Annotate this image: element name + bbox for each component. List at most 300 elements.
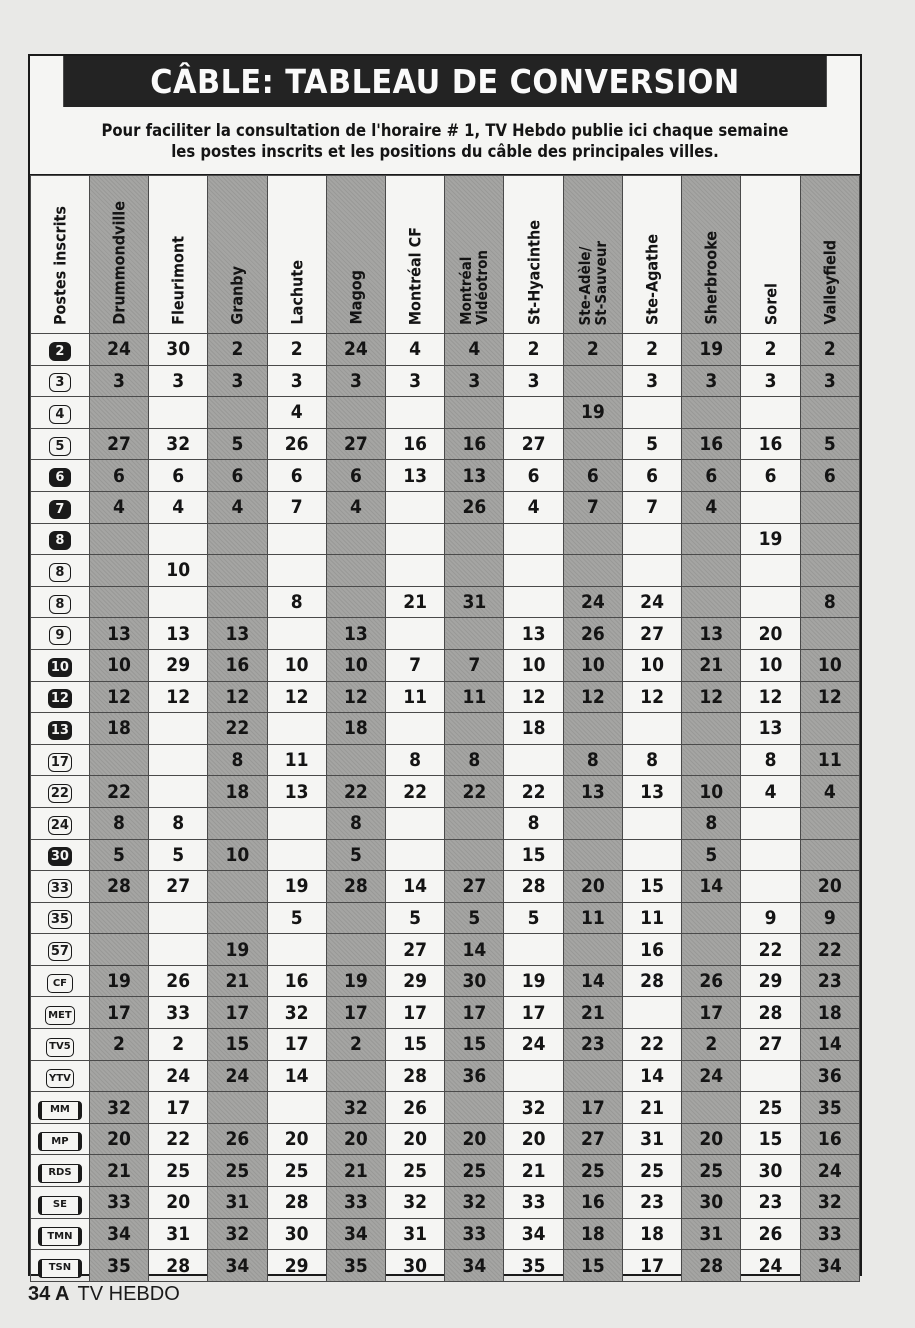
header-city-11 <box>741 176 800 334</box>
header-city-9 <box>622 176 681 334</box>
channel-cell: 34 <box>445 1250 504 1282</box>
channel-cell <box>741 1060 800 1092</box>
channel-cell <box>326 586 385 618</box>
channel-cell: 31 <box>682 1218 741 1250</box>
channel-cell: 12 <box>208 681 267 713</box>
station-cell <box>31 1092 90 1124</box>
channel-cell: 25 <box>149 1155 208 1187</box>
channel-cell: 28 <box>149 1250 208 1282</box>
channel-cell: 2 <box>267 334 326 366</box>
channel-cell: 4 <box>89 491 148 523</box>
channel-cell <box>208 397 267 429</box>
channel-cell: 8 <box>563 744 622 776</box>
table-row <box>31 1187 860 1219</box>
station-cell <box>31 807 90 839</box>
channel-cell: 17 <box>149 1092 208 1124</box>
station-cell <box>31 618 90 650</box>
channel-cell: 24 <box>326 334 385 366</box>
channel-cell: 25 <box>267 1155 326 1187</box>
station-cell <box>31 776 90 808</box>
channel-cell: 6 <box>682 460 741 492</box>
channel-cell: 21 <box>208 965 267 997</box>
header-city-0 <box>89 176 148 334</box>
channel-cell: 5 <box>386 902 445 934</box>
channel-cell <box>208 902 267 934</box>
station-cell <box>31 428 90 460</box>
channel-cell: 25 <box>208 1155 267 1187</box>
channel-cell <box>267 934 326 966</box>
table-row <box>31 1155 860 1187</box>
channel-cell: 14 <box>267 1060 326 1092</box>
channel-cell: 13 <box>326 618 385 650</box>
channel-cell: 17 <box>445 997 504 1029</box>
channel-cell: 34 <box>208 1250 267 1282</box>
channel-cell <box>89 586 148 618</box>
channel-cell: 4 <box>504 491 563 523</box>
channel-cell: 16 <box>682 428 741 460</box>
channel-cell: 11 <box>445 681 504 713</box>
channel-cell <box>149 744 208 776</box>
city-label: Ste-Adèle/ St-Sauveur <box>575 240 610 325</box>
channel-cell: 3 <box>800 365 859 397</box>
station-badge: 35 <box>48 910 72 929</box>
channel-cell <box>149 902 208 934</box>
table-row <box>31 334 860 366</box>
channel-cell: 12 <box>800 681 859 713</box>
channel-cell <box>386 713 445 745</box>
channel-cell: 13 <box>741 713 800 745</box>
channel-cell: 2 <box>741 334 800 366</box>
header-row <box>31 176 860 334</box>
table-subtitle <box>30 107 860 175</box>
station-cell <box>31 1218 90 1250</box>
station-badge: 8 <box>49 563 71 582</box>
channel-cell <box>800 807 859 839</box>
channel-cell: 19 <box>563 397 622 429</box>
channel-cell: 22 <box>208 713 267 745</box>
channel-cell <box>682 1092 741 1124</box>
channel-cell <box>386 491 445 523</box>
channel-cell <box>504 934 563 966</box>
channel-cell: 2 <box>504 334 563 366</box>
channel-cell <box>563 934 622 966</box>
channel-cell: 26 <box>741 1218 800 1250</box>
channel-cell: 5 <box>622 428 681 460</box>
city-label: Magog <box>346 270 366 325</box>
table-row <box>31 902 860 934</box>
channel-cell: 5 <box>326 839 385 871</box>
channel-cell: 20 <box>800 871 859 903</box>
channel-cell: 3 <box>741 365 800 397</box>
channel-cell <box>149 586 208 618</box>
channel-cell: 2 <box>89 1029 148 1061</box>
channel-cell <box>386 807 445 839</box>
channel-cell: 20 <box>563 871 622 903</box>
channel-cell <box>563 523 622 555</box>
channel-cell <box>800 397 859 429</box>
channel-cell: 16 <box>563 1187 622 1219</box>
channel-cell <box>445 839 504 871</box>
channel-cell: 20 <box>326 1123 385 1155</box>
channel-cell: 19 <box>504 965 563 997</box>
channel-cell: 19 <box>326 965 385 997</box>
channel-cell: 16 <box>800 1123 859 1155</box>
channel-cell <box>445 523 504 555</box>
channel-cell: 7 <box>267 491 326 523</box>
channel-cell: 13 <box>149 618 208 650</box>
channel-cell: 28 <box>89 871 148 903</box>
channel-cell: 32 <box>149 428 208 460</box>
channel-cell: 16 <box>267 965 326 997</box>
channel-cell <box>563 1060 622 1092</box>
channel-cell <box>682 523 741 555</box>
channel-cell: 26 <box>267 428 326 460</box>
channel-cell: 12 <box>622 681 681 713</box>
city-label: Fleurimont <box>168 236 188 325</box>
table-row <box>31 428 860 460</box>
channel-cell: 6 <box>149 460 208 492</box>
channel-cell <box>89 1060 148 1092</box>
table-row <box>31 1060 860 1092</box>
channel-cell: 16 <box>622 934 681 966</box>
station-cell <box>31 586 90 618</box>
station-cell <box>31 1155 90 1187</box>
table-row <box>31 839 860 871</box>
channel-cell: 30 <box>682 1187 741 1219</box>
channel-cell: 30 <box>445 965 504 997</box>
header-city-2 <box>208 176 267 334</box>
channel-cell: 23 <box>622 1187 681 1219</box>
channel-cell: 20 <box>149 1187 208 1219</box>
station-cell <box>31 713 90 745</box>
channel-cell <box>326 744 385 776</box>
channel-cell <box>682 902 741 934</box>
channel-cell: 5 <box>208 428 267 460</box>
channel-cell: 22 <box>622 1029 681 1061</box>
table-row <box>31 871 860 903</box>
station-cell <box>31 1187 90 1219</box>
channel-cell <box>741 586 800 618</box>
channel-cell: 22 <box>504 776 563 808</box>
channel-cell: 4 <box>682 491 741 523</box>
channel-cell: 8 <box>386 744 445 776</box>
channel-cell <box>386 523 445 555</box>
channel-cell: 4 <box>800 776 859 808</box>
channel-cell: 10 <box>267 649 326 681</box>
channel-cell <box>267 555 326 587</box>
channel-cell: 17 <box>208 997 267 1029</box>
channel-cell: 24 <box>208 1060 267 1092</box>
channel-cell: 13 <box>682 618 741 650</box>
page-number: 34 A <box>28 1282 70 1305</box>
channel-cell: 35 <box>326 1250 385 1282</box>
channel-cell: 25 <box>563 1155 622 1187</box>
channel-cell: 27 <box>386 934 445 966</box>
channel-cell <box>386 839 445 871</box>
city-label: Montréal Vidéotron <box>457 250 492 325</box>
channel-cell: 3 <box>504 365 563 397</box>
channel-cell: 4 <box>326 491 385 523</box>
channel-cell: 28 <box>741 997 800 1029</box>
channel-cell: 17 <box>386 997 445 1029</box>
table-row <box>31 965 860 997</box>
channel-cell <box>563 839 622 871</box>
city-label: Granby <box>227 266 247 325</box>
channel-cell: 28 <box>682 1250 741 1282</box>
channel-cell: 8 <box>682 807 741 839</box>
channel-cell <box>682 744 741 776</box>
channel-cell: 14 <box>445 934 504 966</box>
station-cell <box>31 1029 90 1061</box>
channel-cell <box>326 934 385 966</box>
channel-cell: 26 <box>682 965 741 997</box>
channel-cell: 33 <box>800 1218 859 1250</box>
station-cell <box>31 1060 90 1092</box>
city-label: Lachute <box>287 260 307 325</box>
channel-cell: 27 <box>504 428 563 460</box>
channel-cell: 12 <box>267 681 326 713</box>
channel-cell: 9 <box>800 902 859 934</box>
channel-cell: 21 <box>563 997 622 1029</box>
channel-cell: 13 <box>89 618 148 650</box>
channel-cell: 22 <box>326 776 385 808</box>
channel-cell: 26 <box>149 965 208 997</box>
channel-cell: 21 <box>682 649 741 681</box>
channel-cell: 2 <box>800 334 859 366</box>
channel-cell: 9 <box>741 902 800 934</box>
channel-cell: 3 <box>445 365 504 397</box>
channel-cell <box>622 839 681 871</box>
channel-cell: 30 <box>149 334 208 366</box>
channel-cell <box>682 713 741 745</box>
channel-cell: 7 <box>622 491 681 523</box>
channel-cell: 3 <box>267 365 326 397</box>
channel-cell <box>563 555 622 587</box>
channel-cell: 5 <box>89 839 148 871</box>
table-row <box>31 807 860 839</box>
channel-cell <box>267 1092 326 1124</box>
channel-cell: 22 <box>149 1123 208 1155</box>
channel-cell: 21 <box>386 586 445 618</box>
channel-cell: 21 <box>326 1155 385 1187</box>
channel-cell: 10 <box>622 649 681 681</box>
channel-cell: 28 <box>267 1187 326 1219</box>
channel-cell: 12 <box>563 681 622 713</box>
channel-cell: 20 <box>682 1123 741 1155</box>
station-cell <box>31 555 90 587</box>
channel-cell <box>149 776 208 808</box>
header-city-3 <box>267 176 326 334</box>
channel-cell: 12 <box>89 681 148 713</box>
publication-name: TV HEBDO <box>77 1282 180 1305</box>
channel-cell: 26 <box>445 491 504 523</box>
channel-cell: 10 <box>504 649 563 681</box>
channel-cell: 19 <box>208 934 267 966</box>
header-city-6 <box>445 176 504 334</box>
channel-cell <box>386 555 445 587</box>
table-row <box>31 586 860 618</box>
channel-cell: 13 <box>445 460 504 492</box>
channel-cell: 6 <box>622 460 681 492</box>
channel-cell: 13 <box>504 618 563 650</box>
channel-cell: 2 <box>149 1029 208 1061</box>
table-row <box>31 555 860 587</box>
table-row <box>31 1092 860 1124</box>
channel-cell <box>326 902 385 934</box>
channel-cell: 16 <box>741 428 800 460</box>
channel-cell: 15 <box>208 1029 267 1061</box>
channel-cell: 3 <box>682 365 741 397</box>
city-label: Drummondville <box>109 201 129 325</box>
channel-cell: 20 <box>89 1123 148 1155</box>
channel-cell: 16 <box>208 649 267 681</box>
channel-cell: 23 <box>800 965 859 997</box>
station-badge: 22 <box>48 784 72 803</box>
station-badge: 10 <box>48 658 72 677</box>
channel-cell <box>741 555 800 587</box>
station-badge: MP <box>38 1132 82 1151</box>
channel-cell <box>326 1060 385 1092</box>
table-row <box>31 397 860 429</box>
station-cell <box>31 1250 90 1282</box>
station-badge: 7 <box>49 500 71 519</box>
channel-cell <box>267 839 326 871</box>
station-badge: 8 <box>49 595 71 614</box>
channel-cell: 26 <box>208 1123 267 1155</box>
channel-cell <box>800 839 859 871</box>
channel-cell: 31 <box>386 1218 445 1250</box>
station-cell <box>31 523 90 555</box>
channel-cell: 13 <box>622 776 681 808</box>
station-badge: 12 <box>48 689 72 708</box>
table-row <box>31 460 860 492</box>
channel-cell: 28 <box>622 965 681 997</box>
header-city-1 <box>149 176 208 334</box>
channel-cell: 4 <box>386 334 445 366</box>
channel-cell: 11 <box>386 681 445 713</box>
channel-cell: 33 <box>326 1187 385 1219</box>
table-row <box>31 744 860 776</box>
channel-cell: 14 <box>386 871 445 903</box>
channel-cell <box>208 586 267 618</box>
channel-cell <box>267 807 326 839</box>
channel-cell <box>386 397 445 429</box>
channel-cell: 32 <box>445 1187 504 1219</box>
channel-cell <box>386 618 445 650</box>
channel-cell <box>741 871 800 903</box>
channel-cell <box>741 839 800 871</box>
channel-cell: 15 <box>741 1123 800 1155</box>
channel-cell <box>326 397 385 429</box>
channel-cell: 34 <box>326 1218 385 1250</box>
channel-cell: 20 <box>267 1123 326 1155</box>
station-badge: 4 <box>49 405 71 424</box>
channel-cell: 30 <box>741 1155 800 1187</box>
channel-cell: 22 <box>386 776 445 808</box>
channel-cell: 15 <box>386 1029 445 1061</box>
channel-cell: 13 <box>267 776 326 808</box>
channel-cell <box>504 586 563 618</box>
channel-cell: 33 <box>445 1218 504 1250</box>
channel-cell <box>741 807 800 839</box>
channel-cell: 6 <box>504 460 563 492</box>
channel-cell: 20 <box>741 618 800 650</box>
subtitle-line-1: Pour faciliter la consultation de l'horaire # 1, TV Hebdo publie ici chaque semaine <box>101 120 789 140</box>
channel-cell: 12 <box>504 681 563 713</box>
channel-cell <box>267 713 326 745</box>
channel-cell: 21 <box>504 1155 563 1187</box>
station-cell <box>31 1123 90 1155</box>
channel-cell <box>563 713 622 745</box>
table-row <box>31 681 860 713</box>
channel-cell: 8 <box>89 807 148 839</box>
table-row <box>31 365 860 397</box>
station-badge: 5 <box>49 437 71 456</box>
channel-cell: 12 <box>149 681 208 713</box>
channel-cell: 10 <box>800 649 859 681</box>
channel-cell: 4 <box>208 491 267 523</box>
channel-cell: 10 <box>149 555 208 587</box>
city-label: Valleyfield <box>820 240 840 325</box>
conversion-grid <box>30 175 860 1282</box>
conversion-table-panel <box>28 54 862 1276</box>
channel-cell <box>563 807 622 839</box>
channel-cell <box>622 523 681 555</box>
channel-cell <box>682 586 741 618</box>
channel-cell: 8 <box>800 586 859 618</box>
channel-cell: 18 <box>89 713 148 745</box>
channel-cell: 10 <box>208 839 267 871</box>
channel-cell <box>682 555 741 587</box>
channel-cell: 18 <box>622 1218 681 1250</box>
table-row <box>31 776 860 808</box>
channel-cell: 34 <box>89 1218 148 1250</box>
channel-cell: 18 <box>504 713 563 745</box>
channel-cell: 27 <box>741 1029 800 1061</box>
channel-cell <box>445 1092 504 1124</box>
channel-cell: 30 <box>267 1218 326 1250</box>
channel-cell: 3 <box>89 365 148 397</box>
channel-cell: 15 <box>563 1250 622 1282</box>
table-row <box>31 618 860 650</box>
channel-cell: 32 <box>208 1218 267 1250</box>
channel-cell: 3 <box>208 365 267 397</box>
channel-cell <box>682 397 741 429</box>
channel-cell <box>622 713 681 745</box>
channel-cell: 8 <box>208 744 267 776</box>
channel-cell: 19 <box>267 871 326 903</box>
table-row <box>31 1123 860 1155</box>
channel-cell <box>445 555 504 587</box>
channel-cell: 36 <box>445 1060 504 1092</box>
station-cell <box>31 744 90 776</box>
channel-cell <box>89 523 148 555</box>
channel-cell: 2 <box>326 1029 385 1061</box>
channel-cell: 24 <box>149 1060 208 1092</box>
station-badge: RDS <box>38 1164 82 1183</box>
channel-cell: 17 <box>504 997 563 1029</box>
station-badge: TMN <box>38 1227 82 1246</box>
channel-cell: 16 <box>445 428 504 460</box>
channel-cell: 24 <box>800 1155 859 1187</box>
table-row <box>31 997 860 1029</box>
table-row <box>31 713 860 745</box>
channel-cell: 29 <box>149 649 208 681</box>
channel-cell: 6 <box>563 460 622 492</box>
channel-cell <box>622 997 681 1029</box>
channel-cell: 17 <box>682 997 741 1029</box>
channel-cell: 8 <box>326 807 385 839</box>
